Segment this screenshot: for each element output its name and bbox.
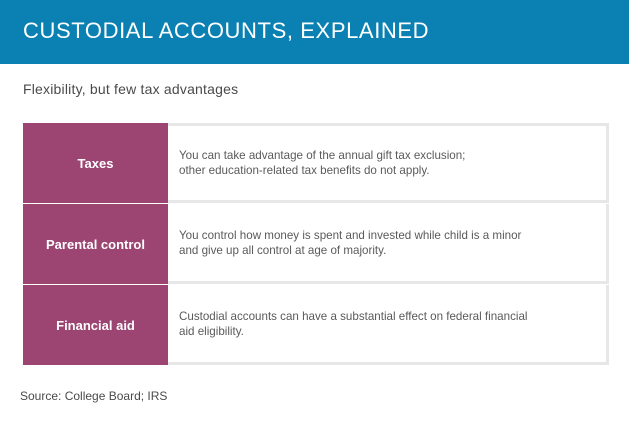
comparison-table	[23, 123, 609, 365]
row-description: You can take advantage of the annual gift tax exclusion; other education-related tax benefits do not apply.	[179, 149, 466, 177]
row-description-cell	[168, 204, 609, 284]
table-row-parental-control	[23, 204, 609, 284]
row-label-cell	[23, 204, 168, 284]
header-banner	[0, 0, 629, 64]
row-description-cell	[168, 285, 609, 365]
row-label: Financial aid	[56, 317, 135, 333]
row-description: You control how money is spent and invested while child is a minor and give up all control at age of majority.	[179, 228, 522, 257]
row-label: Parental control	[46, 236, 145, 252]
page-title: CUSTODIAL ACCOUNTS, EXPLAINED	[23, 18, 430, 43]
row-label-cell	[23, 285, 168, 365]
table-row-financial-aid	[23, 285, 609, 365]
page-subtitle: Flexibility, but few tax advantages	[23, 81, 239, 97]
row-description: Custodial accounts can have a substantial effect on federal financial aid eligibility.	[179, 309, 528, 338]
row-label-cell	[23, 123, 168, 203]
source-note: Source: College Board; IRS	[20, 389, 168, 403]
table-row-taxes	[23, 123, 609, 203]
row-description-cell	[168, 123, 609, 203]
row-label: Taxes	[77, 155, 114, 171]
